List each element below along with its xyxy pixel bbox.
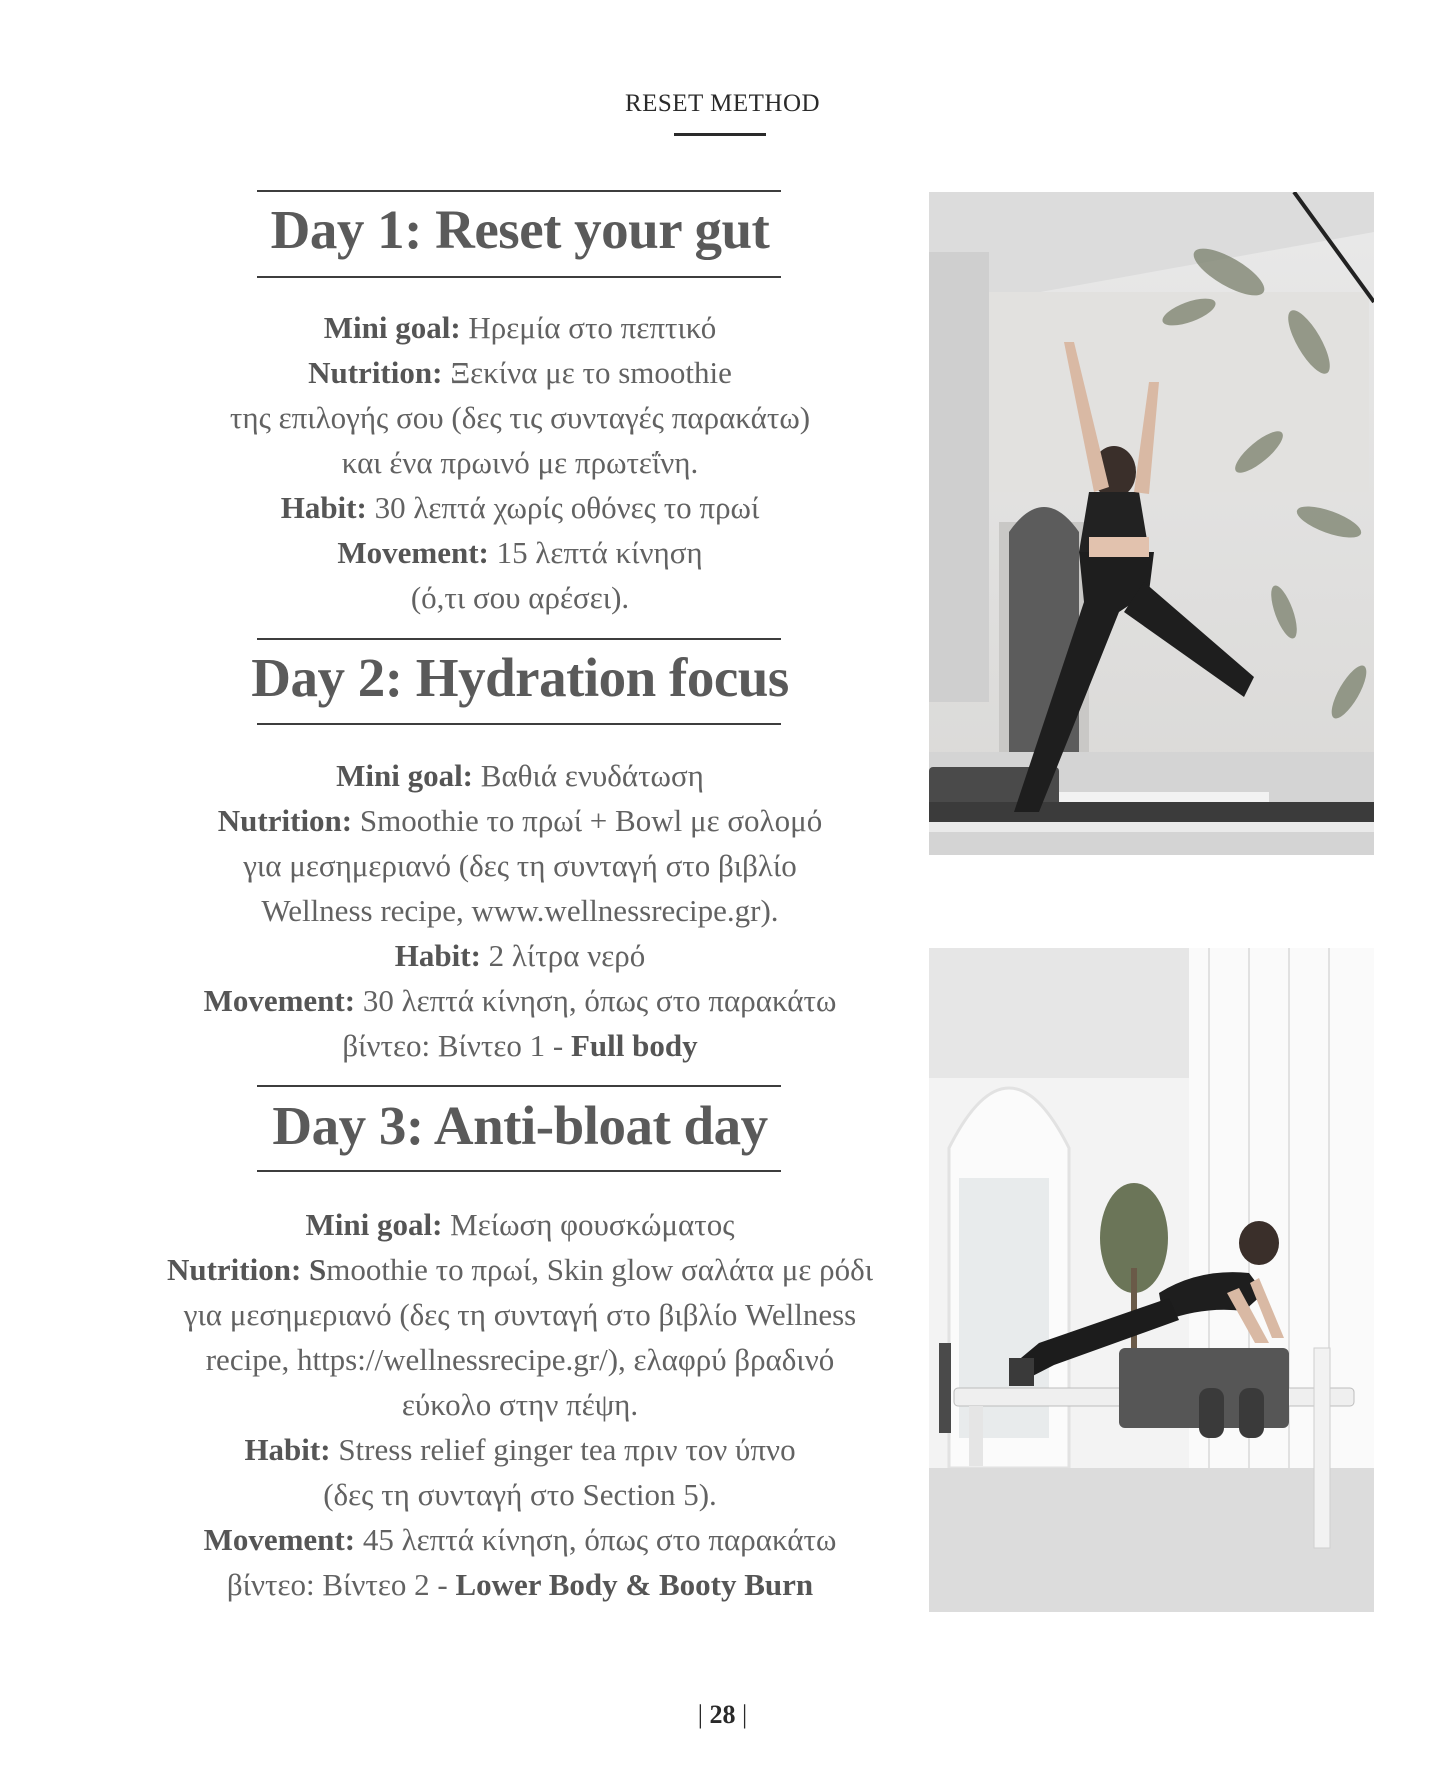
detail-line xyxy=(130,753,910,798)
day-2-rule-bottom xyxy=(257,723,781,725)
detail-text: βίντεο: Βίντεο 2 - xyxy=(226,1567,456,1602)
pilates-stretch-photo xyxy=(929,192,1374,855)
day-2-rule-top xyxy=(257,638,781,640)
day-3-rule-bottom xyxy=(257,1170,781,1172)
detail-text: (δες τη συνταγή στο Section 5). xyxy=(323,1477,717,1512)
detail-label: Movement: xyxy=(203,983,356,1018)
detail-label: Nutrition: xyxy=(308,355,443,390)
detail-label: Nutrition: S xyxy=(166,1252,327,1287)
detail-text: 2 λίτρα νερό xyxy=(480,938,646,973)
day-2-details xyxy=(130,753,910,1068)
detail-text: Μείωση φουσκώματος xyxy=(442,1207,735,1242)
day-2-title: Day 2: Hydration focus xyxy=(251,647,789,708)
day-1-rule-bottom xyxy=(257,276,781,278)
detail-text: 30 λεπτά χωρίς οθόνες το πρωί xyxy=(366,490,760,525)
detail-line xyxy=(130,350,910,395)
detail-label: Nutrition: xyxy=(217,803,353,838)
detail-text: recipe, https://wellnessrecipe.gr/), ελαφρύ βραδινό xyxy=(205,1342,835,1377)
detail-text: Βαθιά ενυδάτωση xyxy=(473,758,704,793)
detail-text: moothie το πρωί, Skin glow σαλάτα με ρόδι xyxy=(326,1252,874,1287)
detail-label: Full body xyxy=(570,1028,698,1063)
detail-line xyxy=(130,1562,910,1607)
detail-text: 30 λεπτά κίνηση, όπως στο παρακάτω xyxy=(355,983,837,1018)
detail-line xyxy=(130,843,910,888)
detail-label: Lower Body & Booty Burn xyxy=(455,1567,814,1602)
detail-text: Ηρεμία στο πεπτικό xyxy=(460,310,717,345)
detail-line xyxy=(130,1202,910,1247)
pilates-plank-photo xyxy=(929,948,1374,1612)
day-1-details xyxy=(130,305,910,620)
detail-label: Mini goal: xyxy=(323,310,461,345)
detail-line xyxy=(130,1337,910,1382)
detail-text: για μεσημεριανό (δες τη συνταγή στο βιβλίο Wellness xyxy=(183,1297,857,1332)
day-3-title: Day 3: Anti-bloat day xyxy=(272,1095,768,1156)
detail-label: Movement: xyxy=(337,535,489,570)
detail-text: Stress relief ginger tea πριν τον ύπνο xyxy=(330,1432,796,1467)
detail-label: Habit: xyxy=(394,938,481,973)
detail-line xyxy=(130,1247,910,1292)
detail-label: Mini goal: xyxy=(305,1207,443,1242)
detail-text: 45 λεπτά κίνηση, όπως στο παρακάτω xyxy=(355,1522,837,1557)
detail-line xyxy=(130,485,910,530)
detail-text: Wellness recipe, www.wellnessrecipe.gr). xyxy=(261,893,779,928)
detail-line xyxy=(130,888,910,933)
detail-line xyxy=(130,1517,910,1562)
day-3-details xyxy=(130,1202,910,1607)
detail-line xyxy=(130,395,910,440)
page-bar-left: | xyxy=(697,1700,703,1729)
detail-label: Mini goal: xyxy=(336,758,474,793)
page-bar-right: | xyxy=(742,1700,748,1729)
day-3-rule-top xyxy=(257,1085,781,1087)
detail-line xyxy=(130,978,910,1023)
detail-label: Habit: xyxy=(280,490,367,525)
detail-text: (ό,τι σου αρέσει). xyxy=(410,580,630,615)
detail-line xyxy=(130,1472,910,1517)
detail-text: για μεσημεριανό (δες τη συνταγή στο βιβλίο xyxy=(243,848,797,883)
detail-text: και ένα πρωινό με πρωτεΐνη. xyxy=(341,445,699,480)
detail-text: Smoothie το πρωί + Bowl με σολομό xyxy=(352,803,823,838)
detail-label: Habit: xyxy=(244,1432,331,1467)
content-column xyxy=(130,0,910,1700)
detail-text: Ξεκίνα με το smoothie xyxy=(442,355,732,390)
detail-line xyxy=(130,798,910,843)
detail-text: 15 λεπτά κίνηση xyxy=(488,535,703,570)
day-1-title: Day 1: Reset your gut xyxy=(270,199,770,260)
detail-line xyxy=(130,530,910,575)
detail-line xyxy=(130,440,910,485)
detail-label: Movement: xyxy=(203,1522,356,1557)
detail-text: της επιλογής σου (δες τις συνταγές παρακάτω) xyxy=(229,400,811,435)
detail-line xyxy=(130,933,910,978)
page-number xyxy=(0,1700,1445,1730)
running-header: RESET METHOD xyxy=(624,90,821,117)
detail-line xyxy=(130,1023,910,1068)
page-number-value: 28 xyxy=(709,1700,736,1729)
detail-text: εύκολο στην πέψη. xyxy=(401,1387,639,1422)
detail-line xyxy=(130,1382,910,1427)
detail-line xyxy=(130,1292,910,1337)
detail-text: βίντεο: Βίντεο 1 - xyxy=(342,1028,571,1063)
detail-line xyxy=(130,1427,910,1472)
detail-line xyxy=(130,305,910,350)
day-1-rule-top xyxy=(257,190,781,192)
detail-line xyxy=(130,575,910,620)
